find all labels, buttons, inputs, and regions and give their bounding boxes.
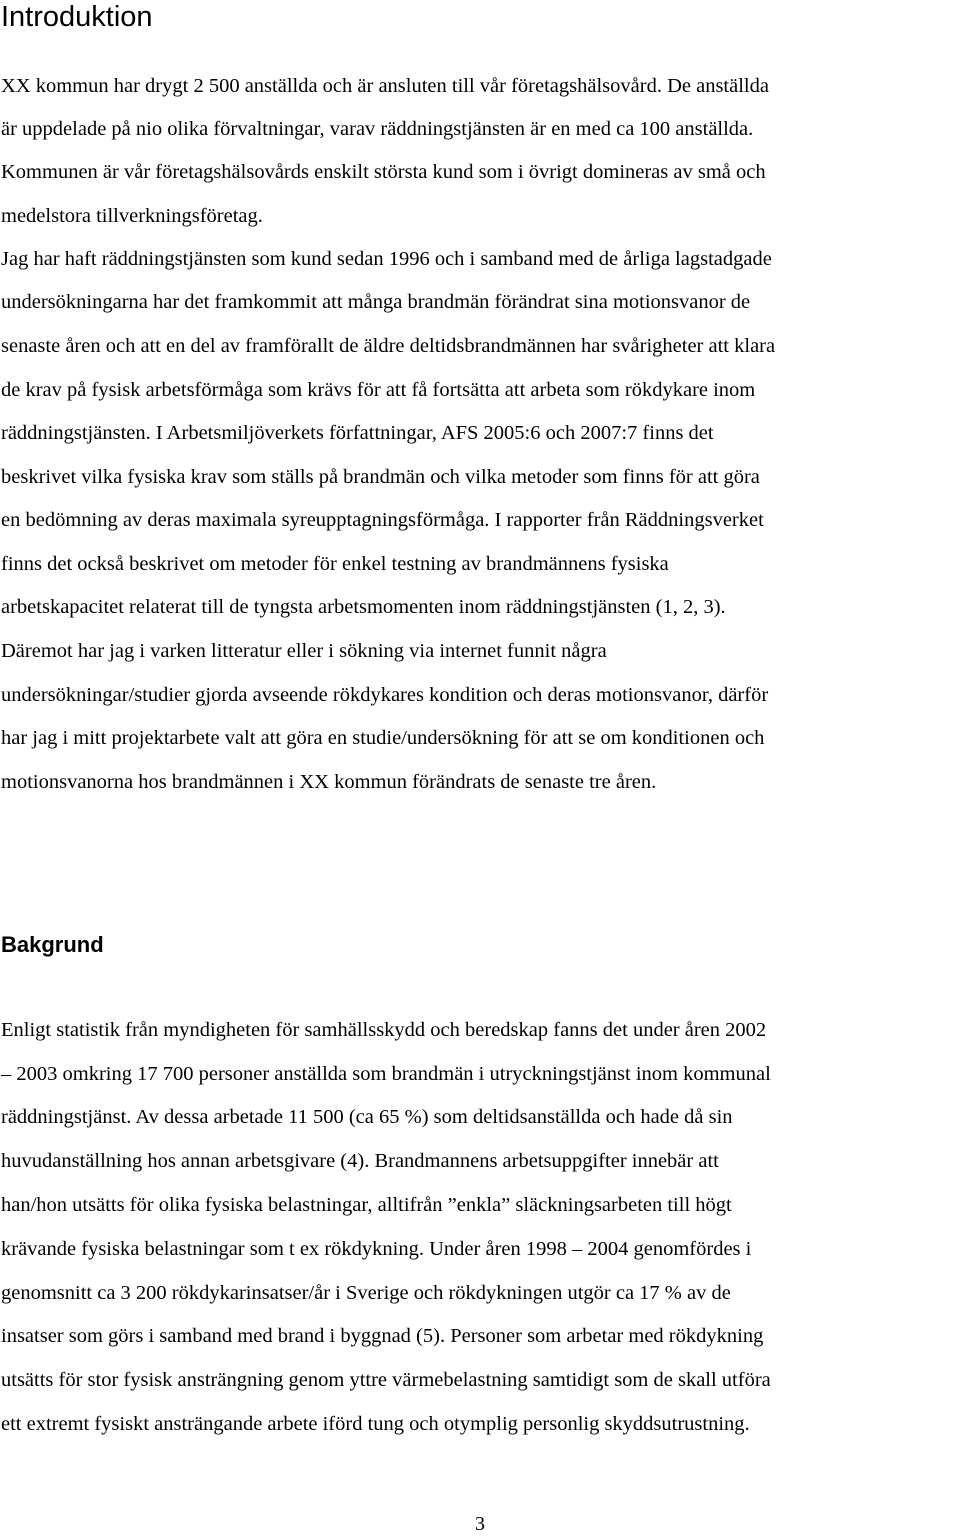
background-line: huvudanställning hos annan arbetsgivare (4). Brandmannens arbetsuppgifter innebär att: [1, 1150, 719, 1172]
intro-line: beskrivet vilka fysiska krav som ställs på brandmän och vilka metoder som finns för att göra: [1, 466, 760, 488]
intro-line: motionsvanorna hos brandmännen i XX kommun förändrats de senaste tre åren.: [1, 771, 657, 793]
section-title-introduktion: Introduktion: [1, 1, 153, 33]
intro-line: senaste åren och att en del av framförallt de äldre deltidsbrandmännen har svårigheter att klara: [1, 335, 776, 357]
intro-line: XX kommun har drygt 2 500 anställda och är ansluten till vår företagshälsovård. De anställda: [1, 75, 769, 97]
background-line: insatser som görs i samband med brand i byggnad (5). Personer som arbetar med rökdykning: [1, 1325, 764, 1347]
background-line: han/hon utsätts för olika fysiska belastningar, alltifrån ”enkla” släckningsarbeten till högt: [1, 1194, 732, 1216]
intro-line: medelstora tillverkningsföretag.: [1, 205, 263, 227]
intro-line: en bedömning av deras maximala syreupptagningsförmåga. I rapporter från Räddningsverket: [1, 509, 764, 531]
intro-line: undersökningar/studier gjorda avseende rökdykares kondition och deras motionsvanor, därför: [1, 684, 769, 706]
intro-line: arbetskapacitet relaterat till de tyngsta arbetsmomenten inom räddningstjänsten (1, 2, 3).: [1, 596, 726, 618]
intro-line: undersökningarna har det framkommit att många brandmän förändrat sina motionsvanor de: [1, 291, 751, 313]
background-line: genomsnitt ca 3 200 rökdykarinsatser/år i Sverige och rökdykningen utgör ca 17 % av de: [1, 1282, 731, 1304]
intro-line: Däremot har jag i varken litteratur eller i sökning via internet funnit några: [1, 640, 607, 662]
background-line: krävande fysiska belastningar som t ex rökdykning. Under åren 1998 – 2004 genomfördes i: [1, 1238, 752, 1260]
section-title-bakgrund: Bakgrund: [1, 932, 104, 957]
intro-line: är uppdelade på nio olika förvaltningar, varav räddningstjänsten är en med ca 100 anställda.: [1, 118, 754, 140]
intro-line: de krav på fysisk arbetsförmåga som krävs för att få fortsätta att arbeta som rökdykare inom: [1, 379, 756, 401]
intro-line: har jag i mitt projektarbete valt att göra en studie/undersökning för att se om konditionen och: [1, 727, 765, 749]
intro-line: Jag har haft räddningstjänsten som kund sedan 1996 och i samband med de årliga lagstadgade: [1, 248, 772, 270]
intro-line: räddningstjänsten. I Arbetsmiljöverkets författningar, AFS 2005:6 och 2007:7 finns det: [1, 422, 714, 444]
background-line: räddningstjänst. Av dessa arbetade 11 500 (ca 65 %) som deltidsanställda och hade då sin: [1, 1106, 733, 1128]
intro-line: Kommunen är vår företagshälsovårds enskilt största kund som i övrigt domineras av små och: [1, 161, 766, 183]
background-line: – 2003 omkring 17 700 personer anställda som brandmän i utryckningstjänst inom kommunal: [1, 1063, 771, 1085]
page-number: 3: [475, 1513, 485, 1535]
intro-line: finns det också beskrivet om metoder för enkel testning av brandmännens fysiska: [1, 553, 669, 575]
background-line: Enligt statistik från myndigheten för samhällsskydd och beredskap fanns det under åren 2002: [1, 1019, 767, 1041]
background-line: ett extremt fysiskt ansträngande arbete iförd tung och otymplig personlig skyddsutrustning.: [1, 1413, 750, 1435]
background-line: utsätts för stor fysisk ansträngning genom yttre värmebelastning samtidigt som de skall utföra: [1, 1369, 771, 1391]
